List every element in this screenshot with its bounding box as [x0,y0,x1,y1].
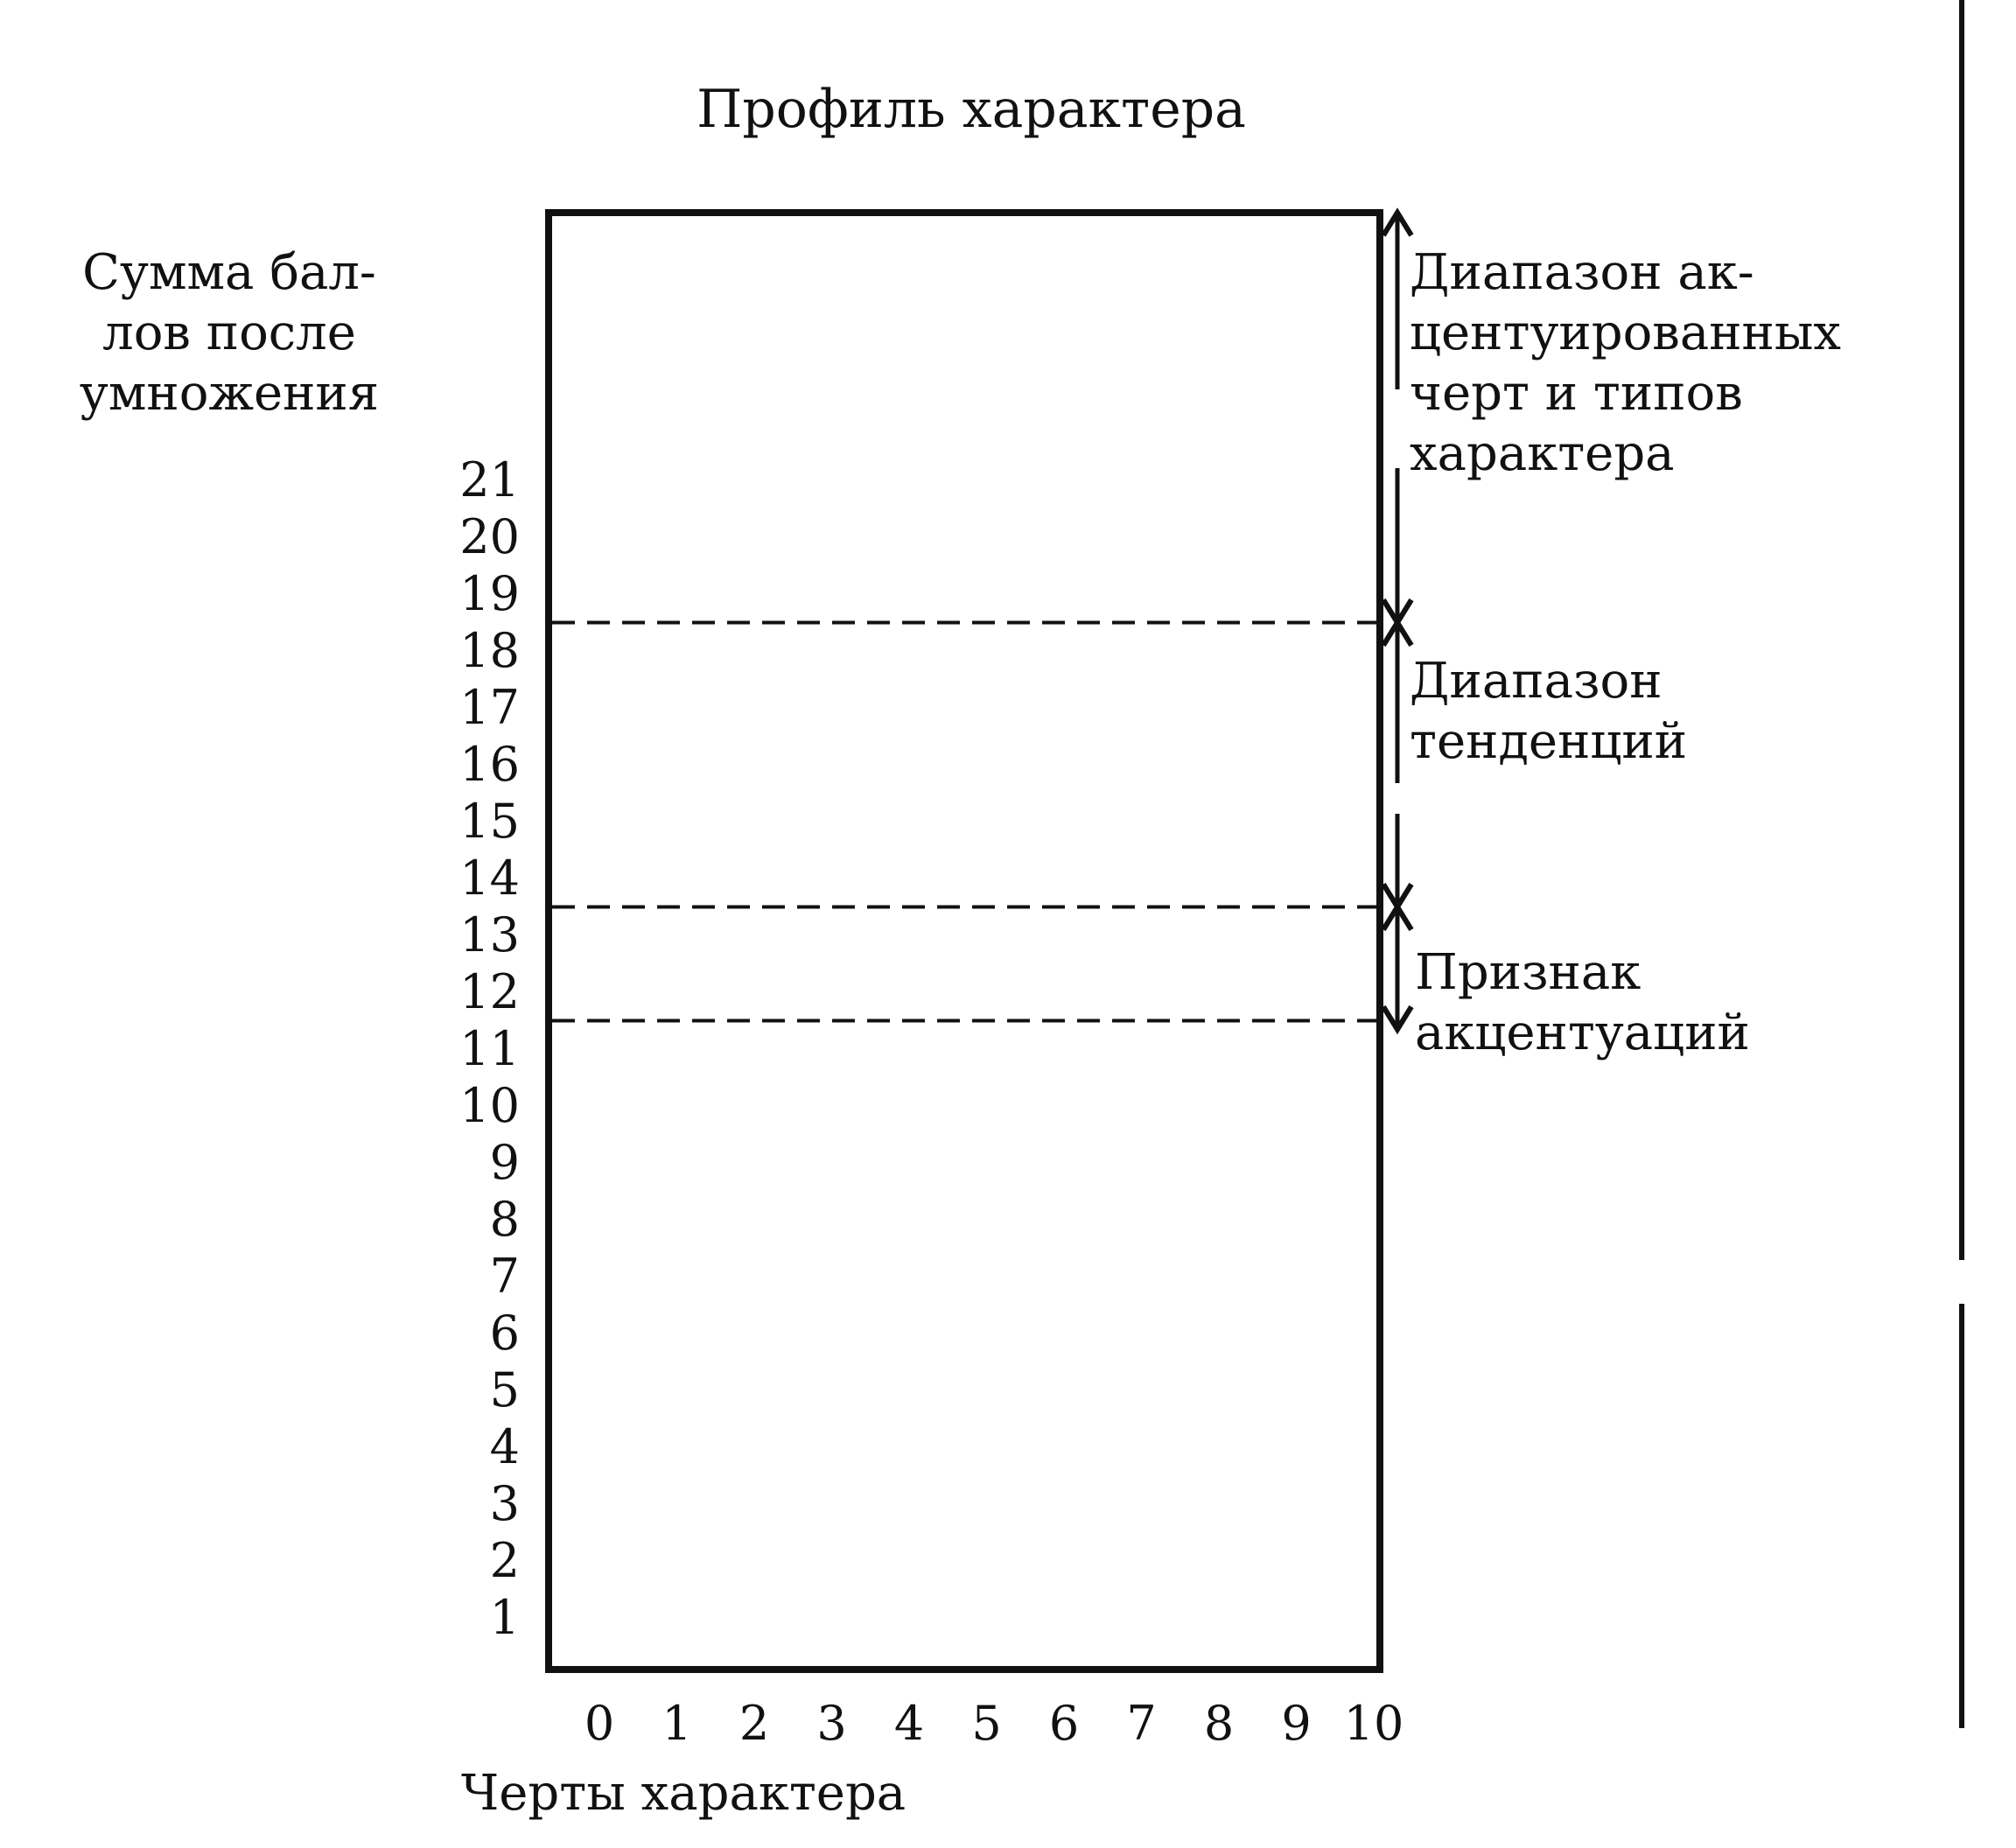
y-tick-label: 8 [489,1192,520,1247]
y-axis-label-line: лов после [102,304,356,361]
range-label-line: центуированных [1410,304,1842,361]
x-tick-label: 7 [1126,1696,1157,1751]
x-tick-label: 5 [971,1696,1002,1751]
range-label-line: Диапазон [1410,653,1662,710]
range-label-line: акцентуаций [1415,1004,1750,1061]
y-tick-label: 20 [459,509,520,564]
x-tick-label: 4 [893,1696,925,1751]
y-tick-label: 13 [459,907,520,962]
y-tick-label: 7 [489,1249,520,1304]
range-label-line: тенденций [1410,713,1688,770]
y-tick-label: 4 [489,1419,520,1474]
range-label-line: черт и типов [1410,365,1743,422]
x-tick-label: 8 [1203,1696,1235,1751]
x-tick-label: 10 [1343,1696,1404,1751]
range-labels [1410,244,1841,1061]
plot-frame [549,213,1380,1670]
x-tick-label: 9 [1281,1696,1312,1751]
y-tick-label: 10 [459,1078,520,1133]
y-tick-label: 3 [489,1476,520,1531]
x-tick-labels [584,1696,1404,1751]
y-tick-label: 16 [459,737,520,792]
x-tick-label: 0 [584,1696,615,1751]
y-tick-label: 14 [459,850,520,906]
y-tick-label: 12 [459,964,520,1019]
range-arrows [1383,213,1411,1030]
range-label-line: Признак [1415,944,1642,1001]
y-tick-label: 15 [459,794,520,849]
y-tick-label: 1 [489,1590,520,1645]
y-tick-label: 21 [459,452,520,508]
y-axis-label-line: умножения [79,365,380,422]
y-tick-label: 6 [489,1306,520,1361]
x-tick-label: 3 [816,1696,847,1751]
y-axis-label [80,244,379,422]
y-tick-labels [459,452,520,1645]
x-tick-label: 2 [738,1696,770,1751]
range-label-line: Диапазон ак- [1410,244,1754,301]
y-tick-label: 5 [489,1362,520,1418]
y-tick-label: 19 [459,566,520,621]
chart-title: Профиль характера [696,79,1246,140]
range-label-line: характера [1410,425,1675,482]
y-axis-label-line: Сумма бал- [82,244,376,301]
x-tick-label: 1 [662,1696,692,1751]
threshold-lines [552,623,1376,1021]
y-tick-label: 18 [459,623,520,678]
y-tick-label: 2 [489,1533,520,1588]
x-axis-label: Черты характера [461,1765,906,1822]
y-tick-label: 17 [459,680,520,735]
y-tick-label: 11 [459,1021,520,1076]
y-tick-label: 9 [489,1135,520,1190]
x-tick-label: 6 [1048,1696,1080,1751]
